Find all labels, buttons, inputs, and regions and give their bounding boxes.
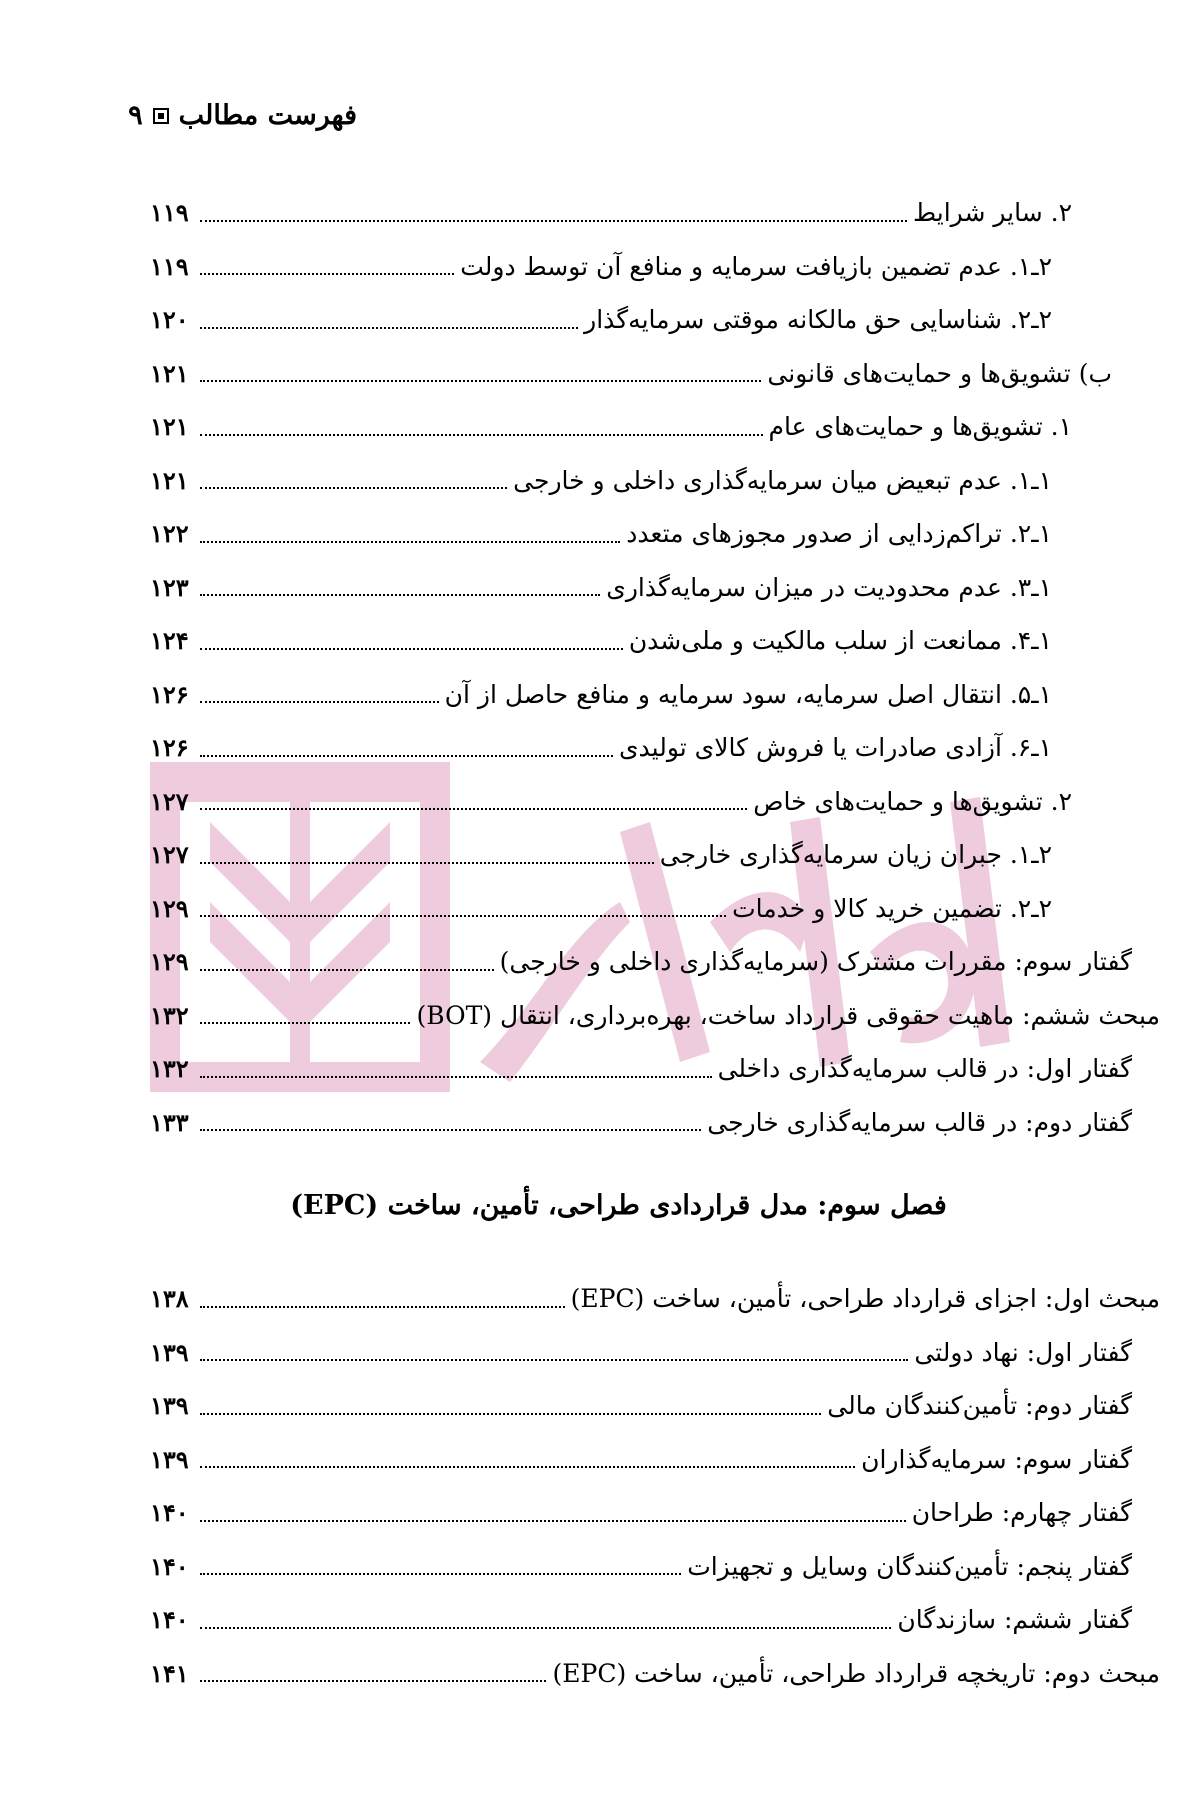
leader-dots [200, 541, 620, 543]
toc-entry-title: ۱ـ۳. عدم محدودیت در میزان سرمایه‌گذاری [606, 572, 1052, 602]
leader-dots [200, 1680, 546, 1682]
square-bullet-icon [153, 108, 169, 124]
leader-dots [200, 594, 600, 596]
toc-entry[interactable] [150, 186, 1072, 240]
toc-entry[interactable] [150, 1096, 1132, 1150]
toc-entry-page: ۱۲۹ [150, 893, 189, 923]
leader-dots [200, 915, 726, 917]
toc-entry-page: ۱۳۹ [150, 1391, 189, 1421]
toc-entry[interactable] [150, 1433, 1132, 1487]
toc-entry[interactable] [150, 454, 1072, 508]
leader-dots [200, 969, 494, 971]
toc-entry-title: ۱. تشویق‌ها و حمایت‌های عام [768, 412, 1072, 442]
toc-entry-page: ۱۴۰ [150, 1551, 189, 1581]
toc-entry-page: ۱۳۲ [150, 1054, 189, 1084]
toc-entry-title: گفتار ششم: سازندگان [897, 1605, 1132, 1635]
toc-entry-page: ۱۲۱ [150, 465, 189, 495]
leader-dots [200, 1306, 565, 1308]
toc-entry[interactable] [150, 1647, 1160, 1701]
toc-entry[interactable] [150, 989, 1160, 1043]
toc-entry[interactable] [150, 561, 1072, 615]
running-header [128, 100, 357, 131]
leader-dots [200, 1129, 701, 1131]
leader-dots [200, 1076, 712, 1078]
toc-entry-title: گفتار دوم: تأمین‌کنندگان مالی [827, 1391, 1132, 1421]
leader-dots [200, 220, 907, 222]
leader-dots [200, 1573, 681, 1575]
toc-entry[interactable] [150, 935, 1132, 989]
toc-entry-page: ۱۲۱ [150, 358, 189, 388]
leader-dots [200, 755, 613, 757]
toc-entry-page: ۱۳۸ [150, 1284, 189, 1314]
leader-dots [200, 327, 578, 329]
leader-dots [200, 380, 761, 382]
leader-dots [200, 434, 763, 436]
toc-entry-page: ۱۴۱ [150, 1658, 189, 1688]
toc-entry-title: ۱ـ۴. ممانعت از سلب مالکیت و ملی‌شدن [628, 626, 1052, 656]
leader-dots [200, 701, 439, 703]
toc-entry-page: ۱۲۲ [150, 519, 189, 549]
toc-entry-title: گفتار اول: در قالب سرمایه‌گذاری داخلی [717, 1054, 1132, 1084]
chapter-heading: فصل سوم: مدل قراردادی طراحی، تأمین، ساخت (EPC) [290, 1190, 947, 1221]
header-title: فهرست مطالب [178, 100, 357, 131]
toc-entry[interactable] [150, 882, 1072, 936]
toc-entry-page: ۱۳۲ [150, 1000, 189, 1030]
toc-entry-page: ۱۳۹ [150, 1444, 189, 1474]
toc-entry-page: ۱۴۰ [150, 1498, 189, 1528]
toc-entry-page: ۱۳۳ [150, 1107, 189, 1137]
toc-entry-title: مبحث دوم: تاریخچه قرارداد طراحی، تأمین، ساخت (EPC) [552, 1658, 1160, 1688]
toc-entry-title: مبحث اول: اجزای قرارداد طراحی، تأمین، ساخت (EPC) [570, 1284, 1160, 1314]
leader-dots [200, 1022, 410, 1024]
toc-entry-page: ۱۲۴ [150, 626, 189, 656]
toc-entry-title: ۱ـ۵. انتقال اصل سرمایه، سود سرمایه و منافع حاصل از آن [444, 679, 1052, 709]
toc-entry-page: ۱۲۶ [150, 733, 189, 763]
toc-entry-page: ۱۲۰ [150, 305, 189, 335]
toc-entry-page: ۱۱۹ [150, 251, 189, 281]
leader-dots [200, 1359, 908, 1361]
toc-entry[interactable] [150, 828, 1072, 882]
toc-entry-page: ۱۱۹ [150, 198, 189, 228]
toc-section-1 [150, 186, 1160, 1149]
leader-dots [200, 1520, 906, 1522]
toc-entry-title: مبحث ششم: ماهیت حقوقی قرارداد ساخت، بهره‌برداری، انتقال (BOT) [416, 1000, 1160, 1030]
toc-entry-title: گفتار چهارم: طراحان [911, 1498, 1132, 1528]
toc-entry-title: ۱ـ۲. تراکم‌زدایی از صدور مجوزهای متعدد [626, 519, 1052, 549]
toc-entry-title: ۱ـ۱. عدم تبعیض میان سرمایه‌گذاری داخلی و خارجی [513, 465, 1052, 495]
toc-entry[interactable] [150, 775, 1072, 829]
toc-section-2 [150, 1272, 1160, 1700]
toc-entry-title: گفتار پنجم: تأمین‌کنندگان وسایل و تجهیزات [687, 1551, 1132, 1581]
toc-entry[interactable] [150, 1486, 1132, 1540]
toc-entry[interactable] [150, 1326, 1132, 1380]
toc-entry[interactable] [150, 240, 1072, 294]
toc-entry[interactable] [150, 1042, 1132, 1096]
toc-entry-title: گفتار دوم: در قالب سرمایه‌گذاری خارجی [707, 1107, 1132, 1137]
toc-entry[interactable] [150, 347, 1112, 401]
toc-entry[interactable] [150, 1540, 1132, 1594]
toc-entry-title: ۲ـ۱. جبران زیان سرمایه‌گذاری خارجی [659, 840, 1052, 870]
leader-dots [200, 862, 654, 864]
leader-dots [200, 808, 747, 810]
toc-entry-title: ب) تشویق‌ها و حمایت‌های قانونی [767, 358, 1112, 388]
toc-entry-page: ۱۲۳ [150, 572, 189, 602]
toc-entry[interactable] [150, 400, 1072, 454]
toc-entry[interactable] [150, 668, 1072, 722]
toc-entry[interactable] [150, 721, 1072, 775]
toc-entry-page: ۱۳۹ [150, 1337, 189, 1367]
toc-entry-page: ۱۲۹ [150, 947, 189, 977]
toc-entry[interactable] [150, 293, 1072, 347]
toc-entry-title: گفتار سوم: سرمایه‌گذاران [861, 1444, 1132, 1474]
toc-entry-title: ۲ـ۲. شناسایی حق مالکانه موقتی سرمایه‌گذار [584, 305, 1052, 335]
toc-entry[interactable] [150, 1379, 1132, 1433]
leader-dots [200, 487, 507, 489]
leader-dots [200, 1466, 855, 1468]
toc-entry[interactable] [150, 507, 1072, 561]
toc-entry[interactable] [150, 614, 1072, 668]
toc-entry-title: گفتار سوم: مقررات مشترک (سرمایه‌گذاری داخلی و خارجی) [499, 947, 1132, 977]
toc-entry-page: ۱۲۱ [150, 412, 189, 442]
toc-entry-title: ۲ـ۱. عدم تضمین بازیافت سرمایه و منافع آن توسط دولت [460, 251, 1052, 281]
toc-entry-title: گفتار اول: نهاد دولتی [914, 1337, 1132, 1367]
toc-entry-title: ۲. تشویق‌ها و حمایت‌های خاص [753, 786, 1072, 816]
toc-entry[interactable] [150, 1593, 1132, 1647]
toc-entry-page: ۱۲۶ [150, 679, 189, 709]
leader-dots [200, 1627, 891, 1629]
toc-entry-title: ۱ـ۶. آزادی صادرات یا فروش کالای تولیدی [618, 733, 1052, 763]
leader-dots [200, 1413, 821, 1415]
toc-entry-page: ۱۲۷ [150, 786, 189, 816]
toc-entry-title: ۲ـ۲. تضمین خرید کالا و خدمات [732, 893, 1052, 923]
leader-dots [200, 273, 454, 275]
toc-entry[interactable] [150, 1272, 1160, 1326]
toc-entry-page: ۱۴۰ [150, 1605, 189, 1635]
header-page-number: ۹ [128, 100, 143, 131]
leader-dots [200, 648, 623, 650]
toc-entry-title: ۲. سایر شرایط [913, 198, 1072, 228]
toc-entry-page: ۱۲۷ [150, 840, 189, 870]
